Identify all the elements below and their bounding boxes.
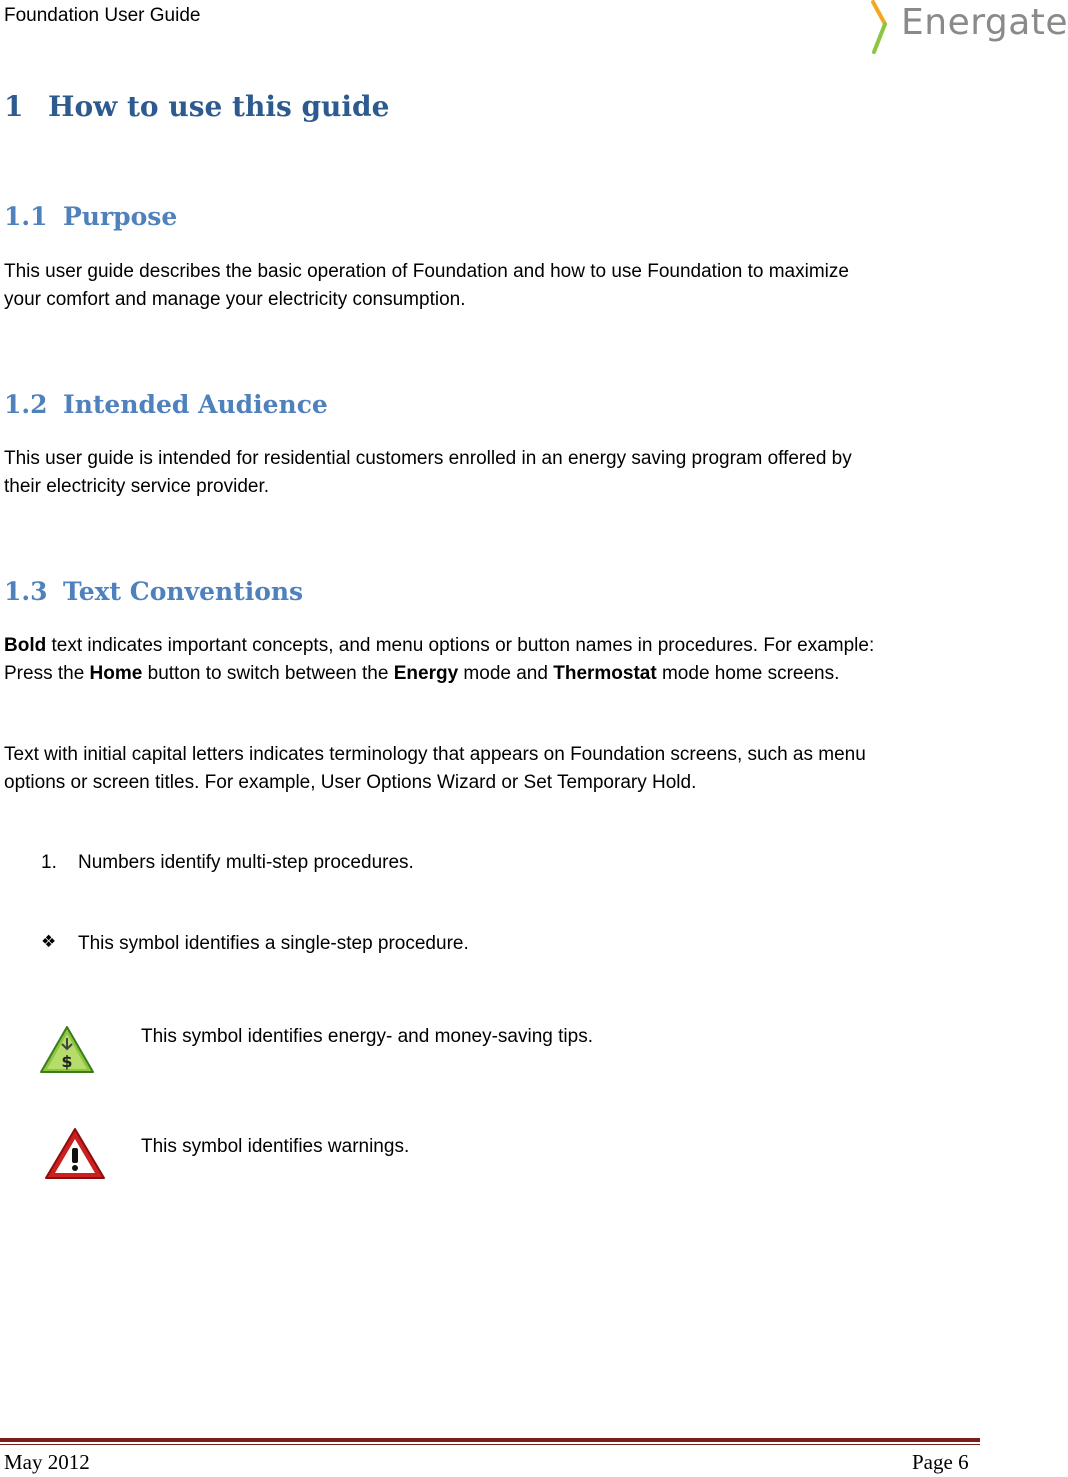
bold-term: Bold xyxy=(4,635,47,656)
money-tip-icon xyxy=(38,1024,96,1076)
logo-wordmark: Energate xyxy=(901,2,1068,43)
heading-text: Text Conventions xyxy=(63,577,304,606)
paragraph-line xyxy=(4,660,994,688)
bold-convention-paragraph xyxy=(4,632,994,688)
audience-paragraph xyxy=(4,445,994,501)
bold-term: Home xyxy=(89,663,143,684)
running-header-title: Foundation User Guide xyxy=(4,5,201,26)
bold-term: Energy xyxy=(393,663,459,684)
paragraph-line: This user guide is intended for residential customers enrolled in an energy saving program offered by xyxy=(4,448,852,469)
section-1-heading xyxy=(4,90,389,123)
text-run: button to switch between the xyxy=(142,663,394,684)
text-run: mode home screens. xyxy=(656,663,840,684)
paragraph-line: your comfort and manage your electricity consumption. xyxy=(4,289,466,310)
text-run: Press the xyxy=(4,663,90,684)
svg-text:$: $ xyxy=(61,1052,73,1071)
list-number: 1. xyxy=(41,852,57,873)
bullet-diamond-icon: ❖ xyxy=(41,932,57,952)
logo-mark-icon xyxy=(869,0,899,56)
bold-term: Thermostat xyxy=(553,663,657,684)
text-run: text indicates important concepts, and menu options or button names in procedures. For example: xyxy=(46,635,875,656)
tip-symbol-description: This symbol identifies energy- and money-saving tips. xyxy=(141,1026,593,1047)
paragraph-line: options or screen titles. For example, User Options Wizard or Set Temporary Hold. xyxy=(4,772,697,793)
section-1-3-heading xyxy=(4,577,303,606)
footer-rule-thin xyxy=(0,1444,980,1445)
capitals-convention-paragraph xyxy=(4,741,994,797)
footer-date: May 2012 xyxy=(4,1450,90,1474)
paragraph-line: This user guide describes the basic operation of Foundation and how to use Foundation to maximize xyxy=(4,261,849,282)
bullet-list-item: This symbol identifies a single-step procedure. xyxy=(78,933,469,954)
heading-text: How to use this guide xyxy=(48,90,390,123)
text-run: mode and xyxy=(458,663,554,684)
warning-symbol-description: This symbol identifies warnings. xyxy=(141,1136,410,1157)
energate-logo xyxy=(869,0,1068,56)
paragraph-line xyxy=(4,632,994,660)
paragraph-line: their electricity service provider. xyxy=(4,476,270,497)
heading-number: 1.1 xyxy=(4,202,48,231)
heading-text: Intended Audience xyxy=(63,390,328,419)
heading-text: Purpose xyxy=(63,202,178,231)
heading-number: 1 xyxy=(4,90,24,123)
footer-page-number: Page 6 xyxy=(912,1450,969,1474)
heading-number: 1.3 xyxy=(4,577,48,606)
section-1-2-heading xyxy=(4,390,328,419)
section-1-1-heading xyxy=(4,202,177,231)
numbered-list-item: Numbers identify multi-step procedures. xyxy=(78,852,414,873)
heading-number: 1.2 xyxy=(4,390,48,419)
warning-icon xyxy=(43,1126,107,1182)
footer-rule xyxy=(0,1438,980,1442)
purpose-paragraph xyxy=(4,258,994,314)
paragraph-line: Text with initial capital letters indicates terminology that appears on Foundation screens, such as menu xyxy=(4,744,866,765)
